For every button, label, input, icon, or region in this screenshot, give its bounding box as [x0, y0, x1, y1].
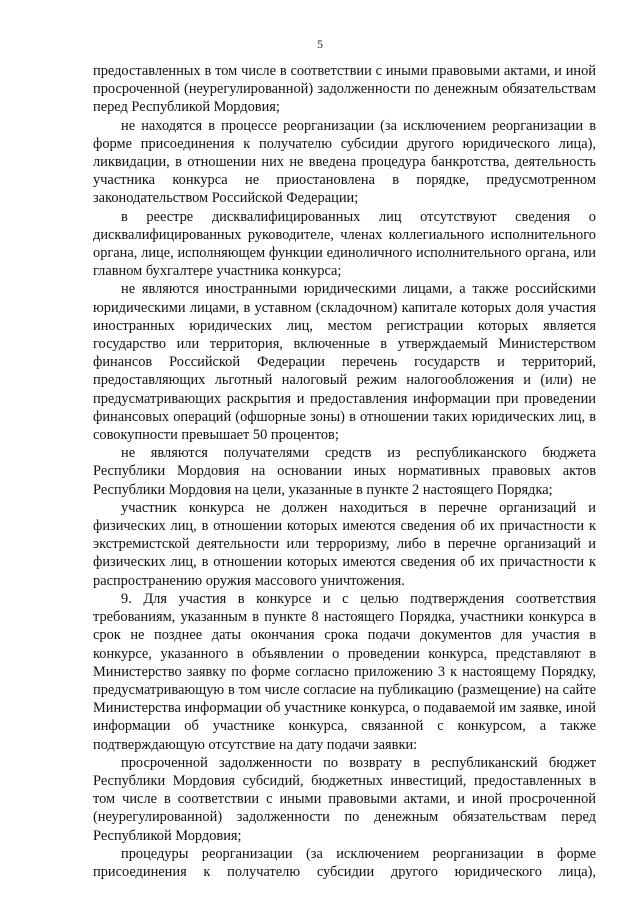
- paragraph-disqualified-registry: в реестре дисквалифицированных лиц отсутствуют сведения о дисквалифицированных руководителе, членах коллегиального исполнительного органа, лице, исполняющем функции единоличного исполнительного органа, или главном бухгалтере участника конкурса;: [93, 208, 596, 280]
- paragraph-not-budget-recipients: не являются получателями средств из республиканского бюджета Республики Мордовия на основании иных нормативных правовых актов Республики Мордовия на цели, указанные в пункте 2 настоящего Порядка;: [93, 445, 596, 498]
- paragraph-not-foreign-entities: не являются иностранными юридическими лицами, а также российскими юридическими лицами, в уставном (складочном) капитале которых доля участия иностранных юридических лиц, местом регистрации которых является государство или территория, включенные в утверждаемый Министерством финансов Российской Федерации перечень государств и территорий, предоставляющих льготный налоговый режим налогообложения и (или) не предусматривающих раскрытия и предоставления информации при проведении финансовых операций (офшорные зоны) в отношении таких юридических лиц, в совокупности превышает 50 процентов;: [93, 281, 596, 444]
- paragraph-continuation: предоставленных в том числе в соответствии с иными правовыми актами, и иной просроченной (неурегулированной) задолженности по денежным обязательствам перед Республикой Мордовия;: [93, 63, 596, 116]
- paragraph-reorganization-procedure: процедуры реорганизации (за исключением реорганизации в форме присоединения к получателю субсидии другого юридического лица),: [93, 845, 596, 880]
- document-body: [93, 62, 596, 881]
- paragraph-overdue-debt: просроченной задолженности по возврату в республиканский бюджет Республики Мордовия субсидий, бюджетных инвестиций, предоставленных в том числе в соответствии с иными правовыми актами, и иной просроченной (неурегулированной) задолженности по денежным обязательствам перед Республикой Мордовия;: [93, 754, 596, 844]
- paragraph-item-9: 9. Для участия в конкурсе и с целью подтверждения соответствия требованиям, указанным в пункте 8 настоящего Порядка, участники конкурса в срок не позднее даты окончания срока подачи документов для участия в конкурсе, указанного в объявлении о проведении конкурса, представляют в Министерство заявку по форме согласно приложению 3 к настоящему Порядку, предусматривающую в том числе согласие на публикацию (размещение) на сайте Министерства информации об участнике конкурса, о подаваемой им заявке, иной информации об участнике конкурса, связанной с конкурсом, а также подтверждающую отсутствие на дату подачи заявки:: [93, 590, 596, 753]
- page-number: 5: [317, 37, 323, 51]
- paragraph-no-reorganization: не находятся в процессе реорганизации (за исключением реорганизации в форме присоединения к получателю субсидии другого юридического лица), ликвидации, в отношении них не введена процедура банкротства, деятельность участника конкурса не приостановлена в порядке, предусмотренном законодательством Российской Федерации;: [93, 117, 596, 207]
- paragraph-extremism-list: участник конкурса не должен находиться в перечне организаций и физических лиц, в отношении которых имеются сведения об их причастности к экстремистской деятельности или терроризму, либо в перечне организаций и физических лиц, в отношении которых имеются сведения об их причастности к распространению оружия массового уничтожения.: [93, 499, 596, 589]
